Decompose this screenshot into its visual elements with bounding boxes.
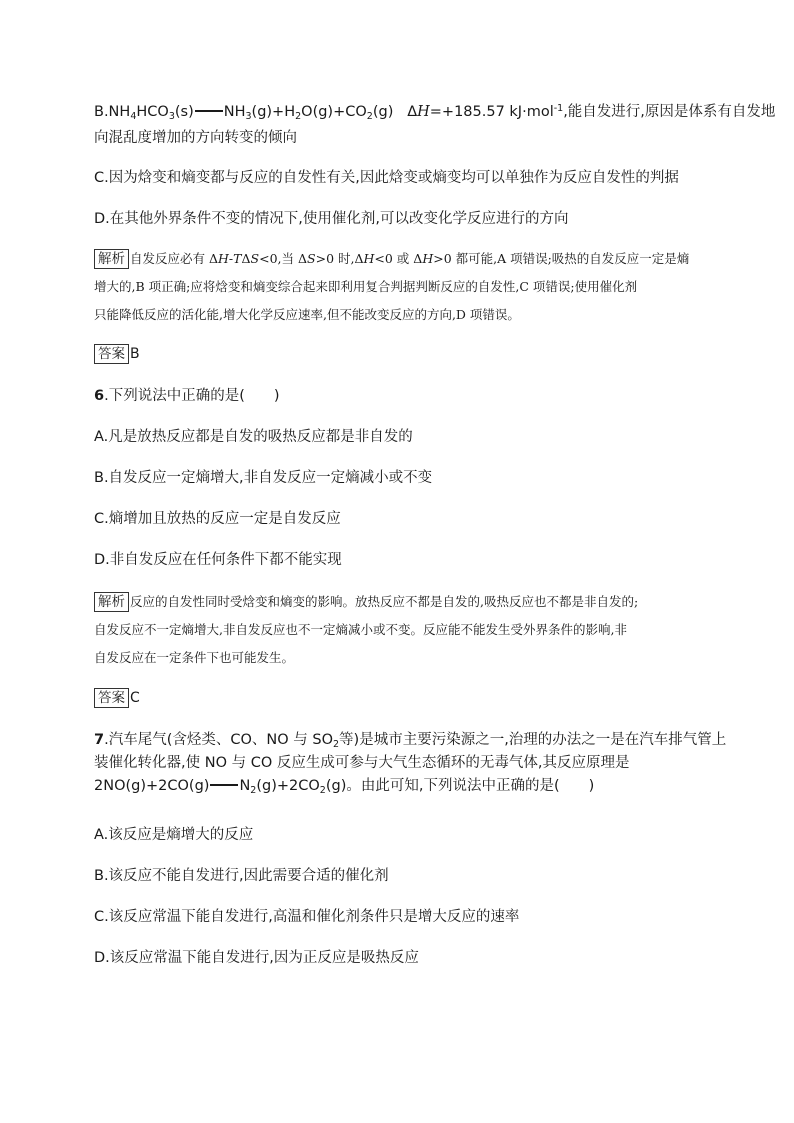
q7-number: 7 [94, 732, 105, 748]
answer-tag: 答案 [94, 344, 129, 364]
q7-option-d: D.该反应常温下能自发进行,因为正反应是吸热反应 [94, 950, 419, 966]
q5-option-b-line2: 向混乱度增加的方向转变的倾向 [94, 130, 297, 146]
q5-analysis-line3: 只能降低反应的活化能,增大化学反应速率,但不能改变反应的方向,D 项错误。 [94, 307, 520, 322]
answer-tag: 答案 [94, 688, 129, 708]
q7-option-a: A.该反应是熵增大的反应 [94, 827, 254, 843]
q5-analysis-line2: 增大的,B 项正确;应将焓变和熵变综合起来即利用复合判据判断反应的自发性,C 项错误;使用催化剂 [94, 279, 638, 294]
q7-equation: 2NO(g)+2CO(g) $N_2(g)+2CO_2(g)$。由此可知,下列说法中正确的是( ) [94, 778, 595, 796]
q6-stem: 6.下列说法中正确的是( ) [94, 388, 280, 404]
q6-analysis-line3: 自发反应在一定条件下也可能发生。 [94, 650, 295, 665]
analysis-tag: 解析 [94, 249, 129, 269]
q6-number: 6 [94, 388, 105, 404]
reaction-equals-sign [195, 110, 223, 112]
q5-answer-value: B [130, 346, 140, 362]
q6-answer [94, 687, 140, 709]
q7-stem-line2: 装催化转化器,使 NO 与 CO 反应生成可参与大气生态循环的无毒气体,其反应原理是 [94, 755, 630, 771]
q5-option-b: $B.NH_4HCO_3(s)$ $NH_3(g)+H_2O(g)+CO_2(g)$ ΔH=+185.57 kJ·mol$^{-1}$,能自发进行,原因是体系有自发地 [94, 103, 776, 122]
reaction-equals-sign [210, 784, 238, 786]
q6-option-c: C.熵增加且放热的反应一定是自发反应 [94, 511, 341, 527]
analysis-tag: 解析 [94, 592, 129, 612]
q7-stem-line1: 7.汽车尾气(含烃类、CO、NO 与 $SO_2$等)是城市主要污染源之一,治理的办法之一是在汽车排气管上 [94, 732, 727, 750]
q6-option-d: D.非自发反应在任何条件下都不能实现 [94, 552, 342, 568]
q5-answer [94, 343, 140, 365]
q5-analysis-line1: 解析 自发反应必有 ΔH-TΔS<0,当 ΔS>0 时,ΔH<0 或 ΔH>0 都可能,A 项错误;吸热的自发反应一定是熵 [94, 245, 689, 273]
q6-analysis-line1: 解析 反应的自发性同时受焓变和熵变的影响。放热反应不都是自发的,吸热反应也不都是非自发的; [94, 588, 638, 616]
q6-analysis-line2: 自发反应不一定熵增大,非自发反应也不一定熵减小或不变。反应能不能发生受外界条件的影响,非 [94, 622, 627, 637]
q5-option-d: D.在其他外界条件不变的情况下,使用催化剂,可以改变化学反应进行的方向 [94, 211, 569, 227]
q6-answer-value: C [130, 690, 140, 706]
q7-option-b: B.该反应不能自发进行,因此需要合适的催化剂 [94, 868, 389, 884]
q6-option-a: A.凡是放热反应都是自发的吸热反应都是非自发的 [94, 429, 413, 445]
q5-option-c: C.因为焓变和熵变都与反应的自发性有关,因此焓变或熵变均可以单独作为反应自发性的判据 [94, 170, 679, 186]
q7-option-c: C.该反应常温下能自发进行,高温和催化剂条件只是增大反应的速率 [94, 909, 520, 925]
q6-option-b: B.自发反应一定熵增大,非自发反应一定熵减小或不变 [94, 470, 433, 486]
